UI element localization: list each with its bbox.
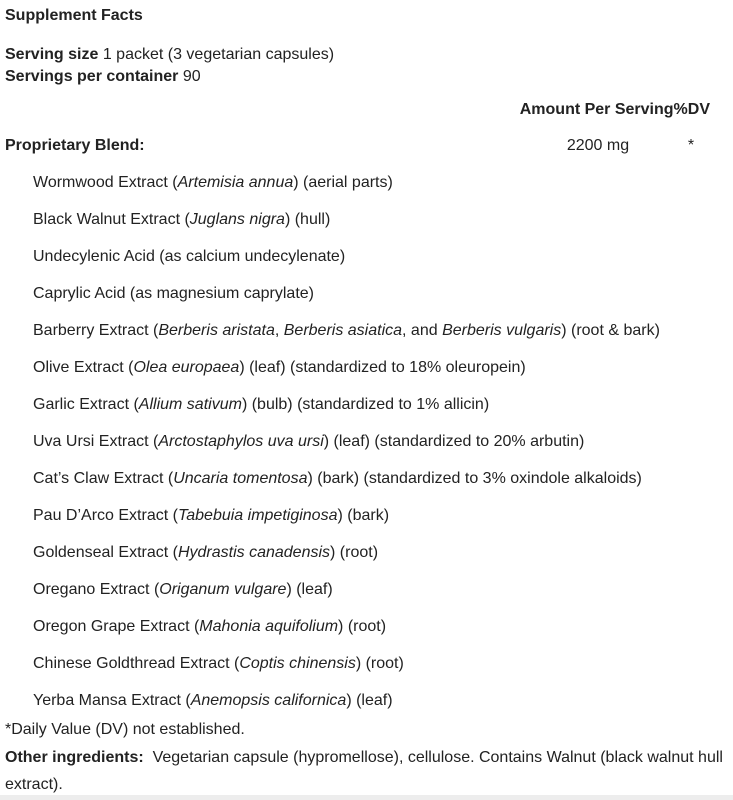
other-ingredients-value: Vegetarian capsule (hypromellose), cellulose. Contains Walnut (black walnut hull extract). — [5, 749, 723, 793]
proprietary-blend-name: Proprietary Blend: — [5, 137, 145, 154]
serving-size-label: Serving size — [5, 46, 99, 63]
ingredient-item: Wormwood Extract (Artemisia annua) (aerial parts) — [33, 174, 393, 191]
proprietary-blend-row — [5, 138, 710, 154]
servings-per-container-label: Servings per container — [5, 68, 179, 85]
proprietary-blend-amount: 2200 mg — [566, 137, 630, 154]
servings-per-container-value: 90 — [178, 68, 201, 85]
ingredient-item: Garlic Extract (Allium sativum) (bulb) (standardized to 1% allicin) — [33, 396, 490, 413]
panel-title: Supplement Facts — [5, 7, 143, 24]
dv-footnote: *Daily Value (DV) not established. — [5, 721, 245, 738]
ingredient-item: Yerba Mansa Extract (Anemopsis californica) (leaf) — [33, 692, 393, 709]
ingredient-item: Oregano Extract (Origanum vulgare) (leaf) — [33, 581, 333, 598]
servings-per-container-line — [5, 66, 710, 88]
ingredient-item: Goldenseal Extract (Hydrastis canadensis) (root) — [33, 544, 379, 561]
ingredient-item: Oregon Grape Extract (Mahonia aquifolium) (root) — [33, 618, 387, 635]
other-ingredients-paragraph — [5, 744, 725, 798]
ingredient-list — [5, 175, 710, 709]
ingredient-item: Cat’s Claw Extract (Uncaria tomentosa) (bark) (standardized to 3% oxindole alkaloids) — [33, 470, 642, 487]
percent-dv-header: %DV — [673, 101, 710, 118]
ingredient-item: Chinese Goldthread Extract (Coptis chinensis) (root) — [33, 655, 404, 672]
ingredient-item: Black Walnut Extract (Juglans nigra) (hull) — [33, 211, 331, 228]
scrollbar-track[interactable] — [0, 795, 733, 800]
ingredient-item: Olive Extract (Olea europaea) (leaf) (standardized to 18% oleuropein) — [33, 359, 526, 376]
column-headers-row — [5, 102, 710, 118]
ingredient-item: Pau D’Arco Extract (Tabebuia impetiginosa) (bark) — [33, 507, 390, 524]
ingredient-item: Uva Ursi Extract (Arctostaphylos uva ursi) (leaf) (standardized to 20% arbutin) — [33, 433, 585, 450]
serving-info-block — [5, 44, 710, 88]
amount-per-serving-header: Amount Per Serving — [519, 101, 674, 118]
serving-size-line — [5, 44, 710, 66]
ingredient-item: Barberry Extract (Berberis aristata, Berberis asiatica, and Berberis vulgaris) (root & bark) — [33, 322, 660, 339]
ingredient-item: Caprylic Acid (as magnesium caprylate) — [33, 285, 314, 302]
proprietary-blend-dv-asterisk: * — [687, 137, 695, 154]
ingredient-item: Undecylenic Acid (as calcium undecylenate) — [33, 248, 346, 265]
other-ingredients-label: Other ingredients: — [5, 749, 144, 766]
serving-size-value: 1 packet (3 vegetarian capsules) — [98, 46, 335, 63]
